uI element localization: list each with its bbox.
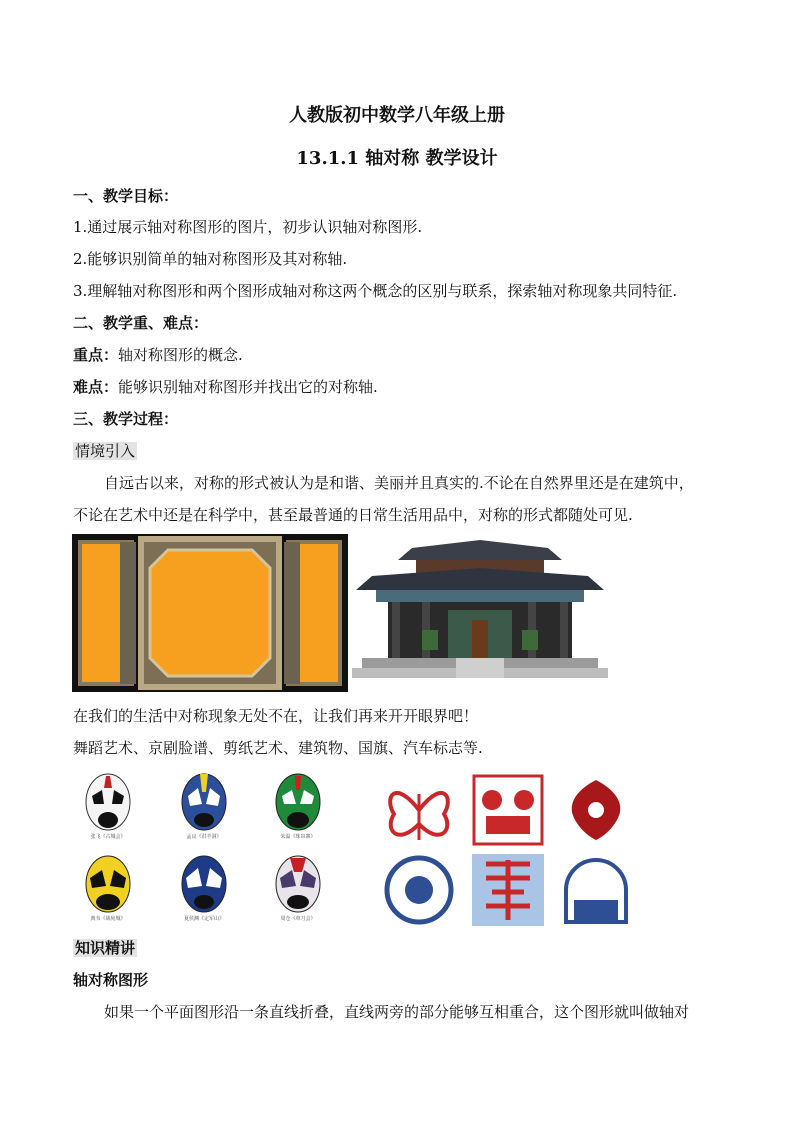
para1-line2: 不论在艺术中还是在科学中，甚至最普通的日常生活用品中，对称的形式都随处可见. xyxy=(73,506,633,524)
concept-heading: 轴对称图形 xyxy=(73,971,149,989)
paper-cut-butterfly xyxy=(390,793,448,840)
key-point xyxy=(73,345,243,365)
examples-line: 舞蹈艺术、京剧脸谱、剪纸艺术、建筑物、国旗、汽车标志等. xyxy=(73,739,483,757)
section3-heading: 三、教学过程： xyxy=(73,410,179,428)
goal-1: 1.通过展示轴对称图形的图片，初步认识轴对称图形. xyxy=(73,218,423,236)
symmetry-everywhere-line: 在我们的生活中对称现象无处不在，让我们再来开开眼界吧！ xyxy=(73,707,479,725)
para1-line1: 自远古以来，对称的形式被认为是和谐、美丽并且真实的.不论在自然界里还是在建筑中， xyxy=(104,474,694,492)
section1-heading: 一、教学目标： xyxy=(73,187,179,205)
paper-cut-round-blue xyxy=(387,858,451,922)
ornamental-frame-image xyxy=(72,534,348,692)
paper-cut-double-happiness xyxy=(472,854,544,926)
difficult-point-label: 难点： xyxy=(73,378,119,396)
intro-label-wrap xyxy=(73,441,137,461)
key-point-text: 轴对称图形的概念. xyxy=(118,346,243,364)
mask-2 xyxy=(182,774,226,840)
paper-cut-arch xyxy=(566,860,626,922)
mask-1 xyxy=(86,774,130,840)
mask-caption-1: 张飞《古城会》 xyxy=(90,834,126,840)
mask-3 xyxy=(276,774,320,840)
mask-caption-4: 典韦《战宛城》 xyxy=(90,916,126,922)
mask-caption-6: 周仓《单刀会》 xyxy=(280,916,316,922)
goal-3: 3.理解轴对称图形和两个图形成轴对称这两个概念的区别与联系，探索轴对称现象共同特征. xyxy=(73,282,678,300)
mask-5 xyxy=(182,856,226,922)
difficult-point-text: 能够识别轴对称图形并找出它的对称轴. xyxy=(118,378,378,396)
paper-cut-flower xyxy=(572,780,621,840)
paper-cut-square xyxy=(474,776,542,844)
section2-heading: 二、教学重、难点： xyxy=(73,314,209,332)
temple-image xyxy=(352,540,608,680)
document-title: 人教版初中数学八年级上册 xyxy=(289,105,505,126)
lesson-title: 13.1.1 轴对称 教学设计 xyxy=(296,148,498,169)
knowledge-label-wrap xyxy=(73,938,137,958)
definition-line: 如果一个平面图形沿一条直线折叠，直线两旁的部分能够互相重合，这个图形就叫做轴对 xyxy=(104,1003,690,1021)
mask-caption-2: 孟良《洪羊洞》 xyxy=(186,834,222,840)
mask-caption-5: 夏侯渊《定军山》 xyxy=(183,916,225,922)
knowledge-label: 知识精讲 xyxy=(75,939,136,957)
mask-caption-3: 朱温《珠帘寨》 xyxy=(280,834,316,840)
intro-label: 情境引入 xyxy=(75,442,136,460)
goal-2: 2.能够识别简单的轴对称图形及其对称轴. xyxy=(73,250,348,268)
difficult-point xyxy=(73,377,378,397)
paper-cuttings-image xyxy=(384,774,640,926)
mask-6 xyxy=(276,856,320,922)
mask-4 xyxy=(86,856,130,922)
key-point-label: 重点： xyxy=(73,346,119,364)
opera-masks-image xyxy=(78,770,358,926)
